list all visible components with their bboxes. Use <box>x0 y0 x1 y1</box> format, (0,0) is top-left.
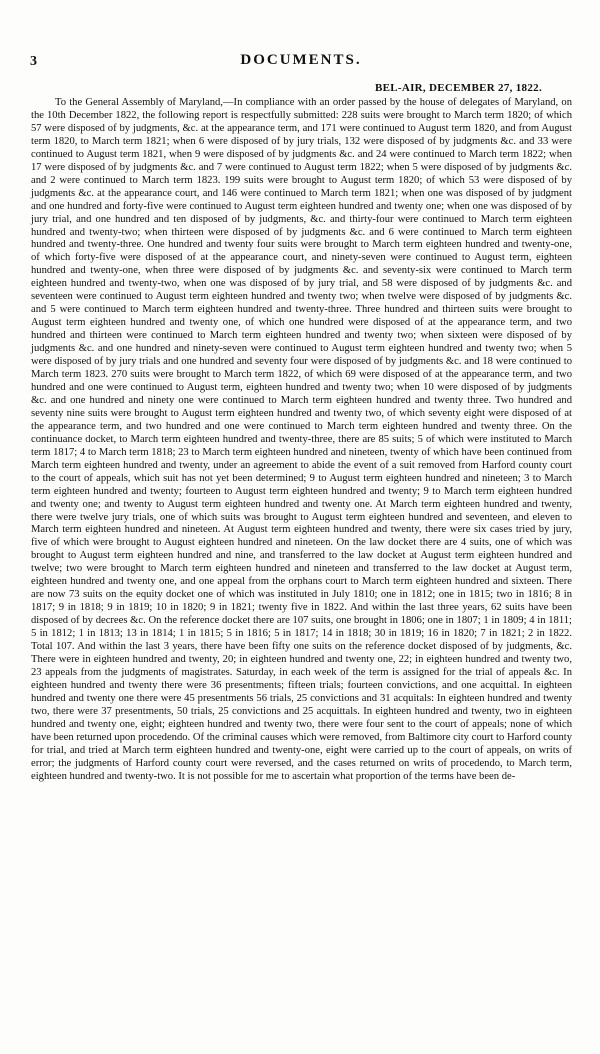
page-header <box>30 52 572 74</box>
running-title: DOCUMENTS. <box>240 52 362 68</box>
report-body: To the General Assembly of Maryland,—In compliance with an order passed by the house of delegates of Maryland, on the 10th December 1822, the following report is respectfully submitted: 228 suits were brought to March term 1820; of which 57 were disposed of by judgments, &c. at the appearance term, and 171 were continued to August term 1820, and from August term 1820, to March term 1821; when 6 were disposed of by jury trials, 132 were disposed of by judgments &c. and 33 were continued to August term 1821, when 9 were disposed of by judgments &c. and 24 were continued to March term 1822; when 17 were disposed of by judgments &c. and 7 were continued to August term 1822; when 5 were disposed of by judgments &c. and 2 were continued to March term 1823. 199 suits were brought to August term 1820; of which 53 were disposed of by judgments &c. at the appearance court, and 146 were continued to March term 1821; when one was disposed of by judgment and one hundred and forty-five were continued to August term eighteen hundred and twenty one; when one was disposed of by jury trial, and one hundred and ten disposed of by judgments, &c. and thirty-four were continued to March term eighteen hundred and twenty-two; when thirteen were disposed of by judgments &c. and 6 were continued to March term eighteen hundred and twenty-three. One hundred and twenty four suits were brought to March term eighteen hundred and twenty-one, of which forty-five were disposed of at the appearance court, and ninety-seven were continued to August term, eighteen hundred and twenty-one, when three were disposed of by judgments &c. and seventy-six were continued to March term eighteen hundred and twenty-two, when one was disposed of by jury trial, and 58 were disposed of by judgments &c. and seventeen were continued to August term eighteen hundred and twenty two; when twelve were disposed of by judgments &c. and 5 were continued to March term eighteen hundred and twenty-three. Three hundred and thirteen suits were brought to August term eighteen hundred and twenty one, of which one hundred were disposed of at the appearance term, and two hundred and thirteen were continued to March term eighteen hundred and twenty two; when sixteen were disposed of by judgments &c. and one hundred and ninety-seven were continued to August term eighteen hundred and twenty two; when 5 were disposed of by jury trials and one hundred and seventy four were disposed of by judgments &c. and 18 were continued to March term 1823. 270 suits were brought to March term 1822, of which 69 were disposed of at the appearance term, and two hundred and one were continued to August term, eighteen hundred and twenty two; when 10 were disposed of by judgments &c. and one hundred and ninety one were continued to March term eighteen hundred and twenty three. Two hundred and seventy nine suits were brought to August term eighteen hundred and twenty two, of which seventy eight were disposed of at the appearance term, and two hundred and one were continued to March term eighteen hundred and twenty three. On the continuance docket, to March term eighteen hundred and twenty-three, there are 85 suits; 5 of which were instituted to March term 1817; 4 to March term 1818; 23 to March term eighteen hundred and nineteen, twenty of which have been continued from March term eighteen hundred and twenty, under an agreement to abide the event of a suit removed from Harford county court to the court of appeals, which suit has not yet been determined; 9 to August term eighteen hundred and nineteen; 3 to March term eighteen hundred and twenty; fourteen to August term eighteen hundred and twenty; 9 to March term eighteen hundred and twenty one; and twenty to August term eighteen hundred and twenty one. At March term eighteen hundred and twenty, there were twelve jury trials, one of which suits was brought to August term eighteen hundred and seventeen, and eleven to March term eighteen hundred and nineteen. At August term eighteen hundred and twenty, there were six cases tried by jury, five of which were brought to August eighteen hundred and nineteen. On the law docket there are 4 suits, one of which was brought to August term eighteen hundred and nine, and transferred to the law docket at August term eighteen hundred and twelve; two were brought to March term eighteen hundred and nineteen and transferred to the law docket at August term, eighteen hundred and twenty one, and one appeal from the orphans court to March term eighteen hundred and sixteen. There are now 73 suits on the equity docket one of which was instituted in July 1810; one in 1812; one in 1815; two in 1816; 8 in 1817; 9 in 1818; 9 in 1819; 10 in 1820; 9 in 1821; twenty five in 1822. And within the last three years, 62 suits have been disposed of by decrees &c. On the reference docket there are 107 suits, one brought in 1806; one in 1807; 1 in 1809; 4 in 1811; 5 in 1812; 1 in 1813; 13 in 1814; 1 in 1815; 5 in 1816; 5 in 1817; 14 in 1818; 30 in 1819; 16 in 1820; 7 in 1821; 2 in 1822. Total 107. And within the last 3 years, there have been fifty one suits on the reference docket disposed of by judgments, &c. There were in eighteen hundred and twenty, 20; in eighteen hundred and twenty one, 22; in eighteen hundred and twenty two, 23 appeals from the judgments of magistrates. Saturday, in each week of the term is assigned for the trial of appeals &c. In eighteen hundred and twenty there were 36 presentments; fifteen trials; fourteen convictions, and one acquittal. In eighteen hundred and twenty one there were 45 presentments 56 trials, 25 convictions and 31 acquitals: In eighteen hundred and twenty two, there were 37 presentments, 50 trials, 25 convictions and 25 acquittals. In eighteen hundred and twenty, two in eighteen hundred and twenty one, eight; eighteen hundred and twenty two, there were four sent to the court of appeals; none of which have been returned upon procedendo. Of the criminal causes which were removed, from Baltimore city court to Harford county for trial, and tried at March term eighteen hundred and twenty-one, eight were carried up to the court of appeals, on writs of error; the judgments of Harford county court were reversed, and the cases returned on writs of procedendo, to March term, eighteen hundred and twenty-two. It is not possible for me to ascertain what proportion of the terms have been de- <box>31 97 572 782</box>
page-number: 3 <box>30 54 37 69</box>
dateline: BEL-AIR, DECEMBER 27, 1822. <box>374 82 542 94</box>
